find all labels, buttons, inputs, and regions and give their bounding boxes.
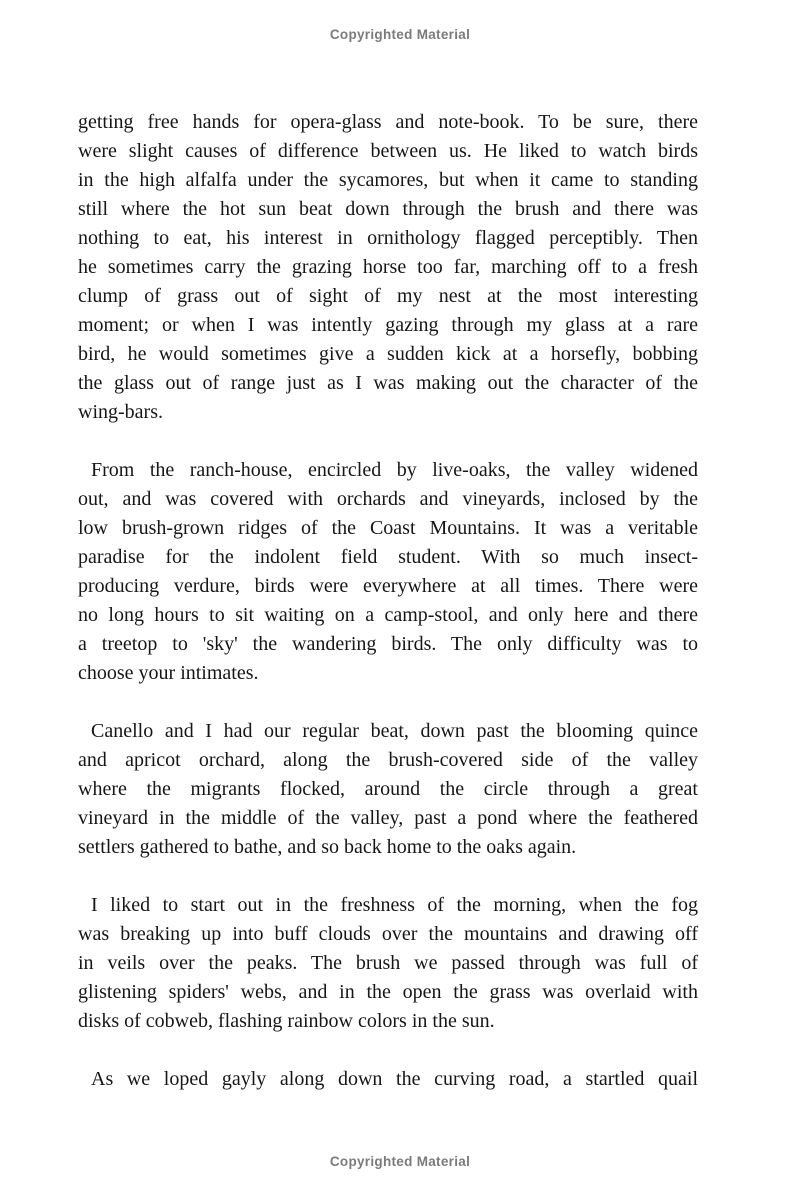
text-line: choose your intimates. [78, 662, 259, 684]
text-line: in the high alfalfa under the sycamores, but when it came to standing [78, 169, 698, 191]
text-line: producing verdure, birds were everywhere at all times. There were [78, 575, 698, 597]
text-line: the glass out of range just as I was making out the character of the [78, 372, 698, 394]
text-line: low brush-grown ridges of the Coast Mountains. It was a veritable [78, 517, 698, 539]
text-line: settlers gathered to bathe, and so back home to the oaks again. [78, 836, 577, 858]
text-line: disks of cobweb, flashing rainbow colors in the sun. [78, 1010, 495, 1032]
text-line: From the ranch-house, encircled by live-oaks, the valley widened [91, 459, 698, 481]
paragraph [78, 108, 698, 427]
text-line: where the migrants flocked, around the circle through a great [78, 778, 698, 800]
text-line: were slight causes of difference between us. He liked to watch birds [78, 140, 698, 162]
paragraph [78, 1065, 698, 1094]
paragraph [78, 456, 698, 688]
text-line: bird, he would sometimes give a sudden kick at a horsefly, bobbing [78, 343, 698, 365]
text-line: getting free hands for opera-glass and note-book. To be sure, there [78, 111, 698, 133]
text-line: As we loped gayly along down the curving road, a startled quail [91, 1068, 698, 1090]
text-line: nothing to eat, his interest in ornithology flagged perceptibly. Then [78, 227, 698, 249]
text-line: no long hours to sit waiting on a camp-stool, and only here and there [78, 604, 698, 626]
text-line: he sometimes carry the grazing horse too far, marching off to a fresh [78, 256, 698, 278]
copyright-notice-top: Copyrighted Material [329, 27, 471, 42]
text-line: I liked to start out in the freshness of the morning, when the fog [91, 894, 698, 916]
text-line: still where the hot sun beat down through the brush and there was [78, 198, 698, 220]
text-line: Canello and I had our regular beat, down past the blooming quince [91, 720, 698, 742]
book-page-text [78, 108, 698, 1123]
paragraph [78, 717, 698, 862]
text-line: glistening spiders' webs, and in the open the grass was overlaid with [78, 981, 698, 1003]
text-line: wing-bars. [78, 401, 163, 423]
text-line: in veils over the peaks. The brush we passed through was full of [78, 952, 698, 974]
text-line: clump of grass out of sight of my nest at the most interesting [78, 285, 698, 307]
text-line: a treetop to 'sky' the wandering birds. The only difficulty was to [78, 633, 698, 655]
paragraph [78, 891, 698, 1036]
text-line: moment; or when I was intently gazing through my glass at a rare [78, 314, 698, 336]
text-line: and apricot orchard, along the brush-covered side of the valley [78, 749, 698, 771]
text-line: out, and was covered with orchards and vineyards, inclosed by the [78, 488, 698, 510]
text-line: paradise for the indolent field student. With so much insect- [78, 546, 698, 568]
copyright-notice-bottom: Copyrighted Material [329, 1154, 471, 1169]
text-line: was breaking up into buff clouds over the mountains and drawing off [78, 923, 698, 945]
text-line: vineyard in the middle of the valley, past a pond where the feathered [78, 807, 698, 829]
